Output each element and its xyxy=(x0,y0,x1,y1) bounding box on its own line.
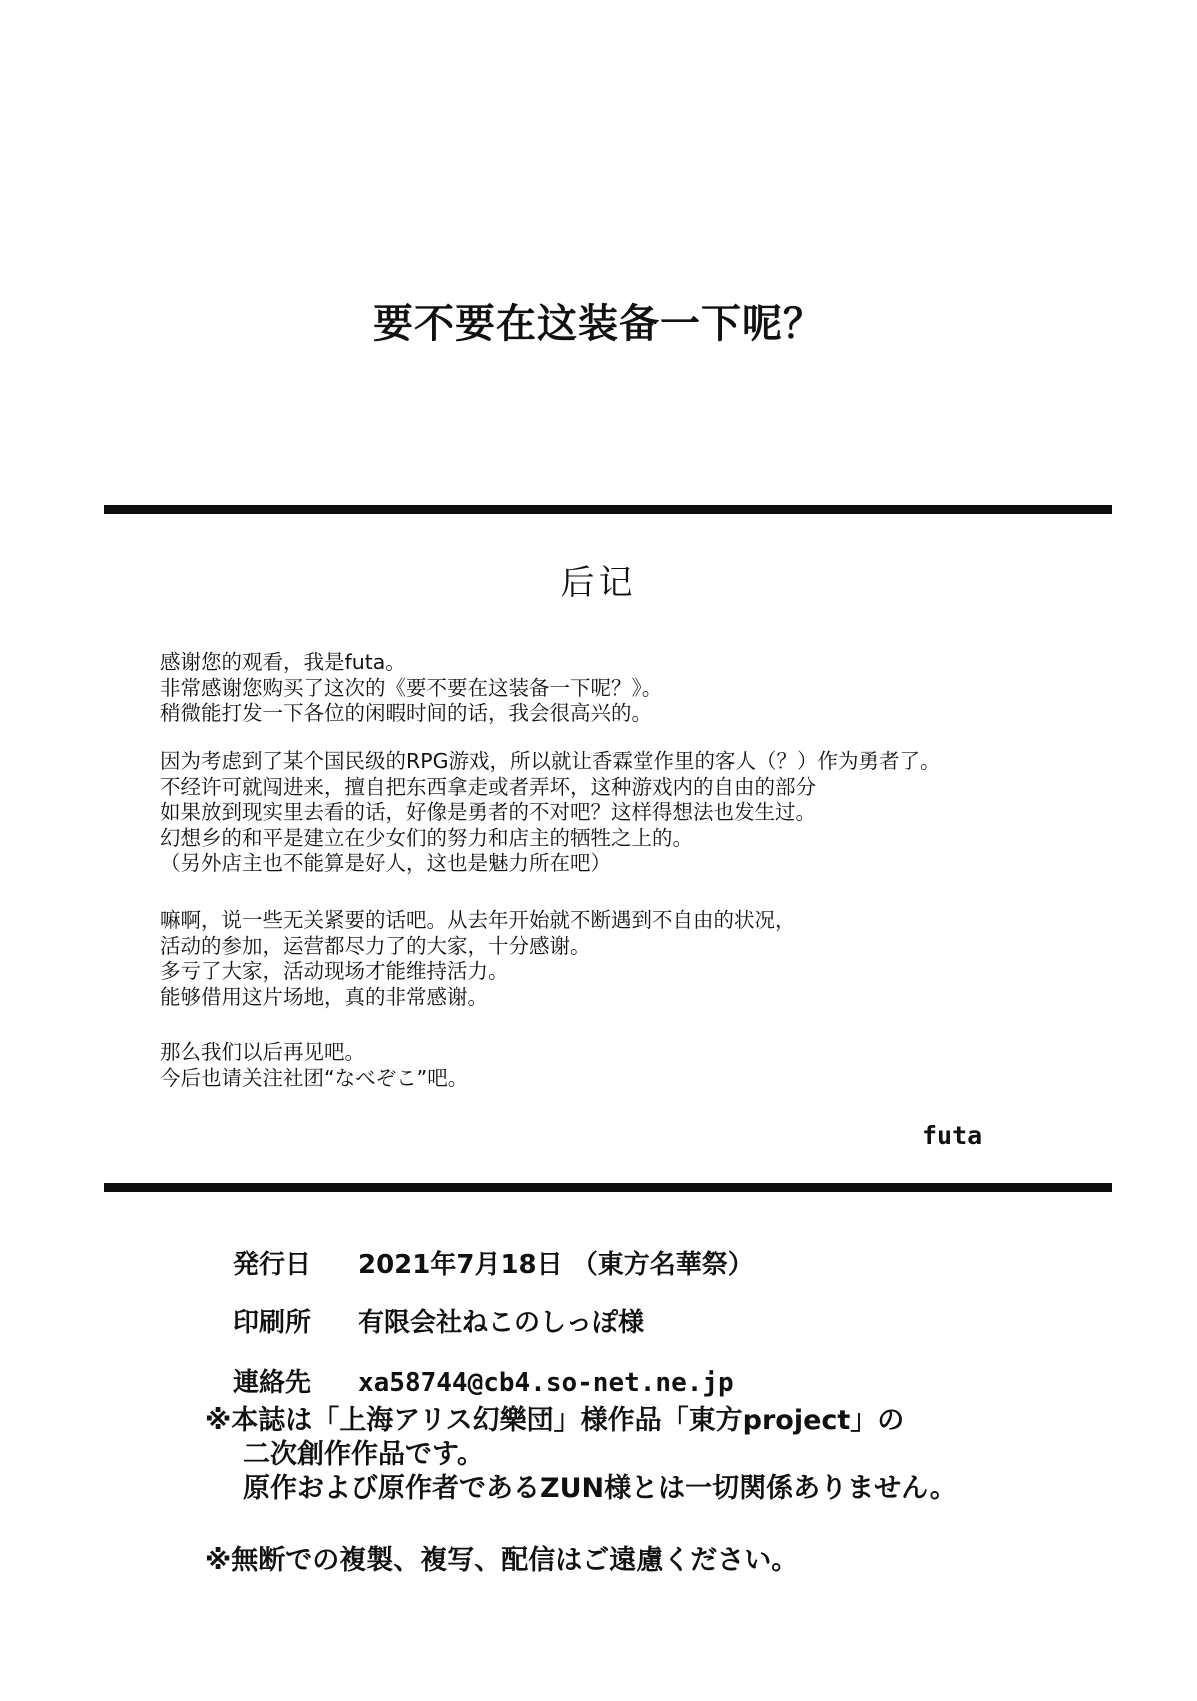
afterword-line: 不经许可就闯进来，擅自把东西拿走或者弄坏，这种游戏内的自由的部分 xyxy=(160,774,816,799)
notice-line: 原作および原作者であるZUN様とは一切関係ありません。 xyxy=(243,1473,957,1504)
notice-line: 二次創作作品です。 xyxy=(243,1439,484,1470)
notice-line: ※本誌は「上海アリス幻樂団」様作品「東方project」の xyxy=(205,1405,905,1436)
copyright-notice xyxy=(205,1404,1195,1506)
afterword-line: 非常感谢您购买了这次的《要不要在这装备一下呢？》。 xyxy=(160,675,663,700)
afterword-line: 多亏了大家，活动现场才能维持活力。 xyxy=(160,959,509,983)
printer-value: 有限会社ねこのしっぽ様 xyxy=(358,1308,645,1338)
afterword-line: 如果放到现实里去看的话，好像是勇者的不对吧？这样得想法也发生过。 xyxy=(160,800,816,824)
afterword-paragraph-1 xyxy=(160,650,1180,727)
book-title: 要不要在这装备一下呢？ xyxy=(373,301,824,347)
afterword-line: 能够借用这片场地，真的非常感谢。 xyxy=(160,984,488,1009)
contact-email: xa58744@cb4.so-net.ne.jp xyxy=(358,1368,734,1398)
afterword-line: 嘛啊，说一些无关紧要的话吧。从去年开始就不断遇到不自由的状况， xyxy=(160,908,796,932)
publish-date-label: 発行日 xyxy=(233,1250,312,1280)
afterword-line: 今后也请关注社团“なべぞこ”吧。 xyxy=(160,1065,469,1090)
afterword-line: 稍微能打发一下各位的闲暇时间的话，我会很高兴的。 xyxy=(160,701,652,725)
printer-label: 印刷所 xyxy=(233,1308,312,1338)
afterword-line: 活动的参加，运营都尽力了的大家，十分感谢。 xyxy=(160,933,591,958)
afterword-paragraph-2 xyxy=(160,749,1180,877)
author-signature: futa xyxy=(922,1121,983,1150)
contact-label: 連絡先 xyxy=(233,1368,312,1398)
bottom-divider xyxy=(104,1183,1112,1192)
afterword-paragraph-4 xyxy=(160,1040,1180,1091)
afterword-line: （另外店主也不能算是好人，这也是魅力所在吧） xyxy=(160,851,611,875)
notice-line: ※無断での複製、複写、配信はご遠慮ください。 xyxy=(205,1545,799,1576)
printer-row xyxy=(233,1302,644,1339)
afterword-line: 幻想乡的和平是建立在少女们的努力和店主的牺牲之上的。 xyxy=(160,825,693,850)
top-divider xyxy=(104,505,1112,514)
afterword-heading: 后记 xyxy=(560,563,637,603)
afterword-line: 因为考虑到了某个国民级的RPG游戏，所以就让香霖堂作里的客人（？）作为勇者了。 xyxy=(160,749,941,773)
publish-date-row xyxy=(233,1244,754,1281)
contact-row xyxy=(233,1362,734,1399)
afterword-line: 那么我们以后再见吧。 xyxy=(160,1040,365,1064)
reproduction-notice xyxy=(205,1544,1195,1578)
afterword-paragraph-3 xyxy=(160,908,1180,1010)
afterword-line: 感谢您的观看，我是futa。 xyxy=(160,650,406,674)
publish-date-value: 2021年7月18日 （東方名華祭） xyxy=(358,1250,754,1280)
